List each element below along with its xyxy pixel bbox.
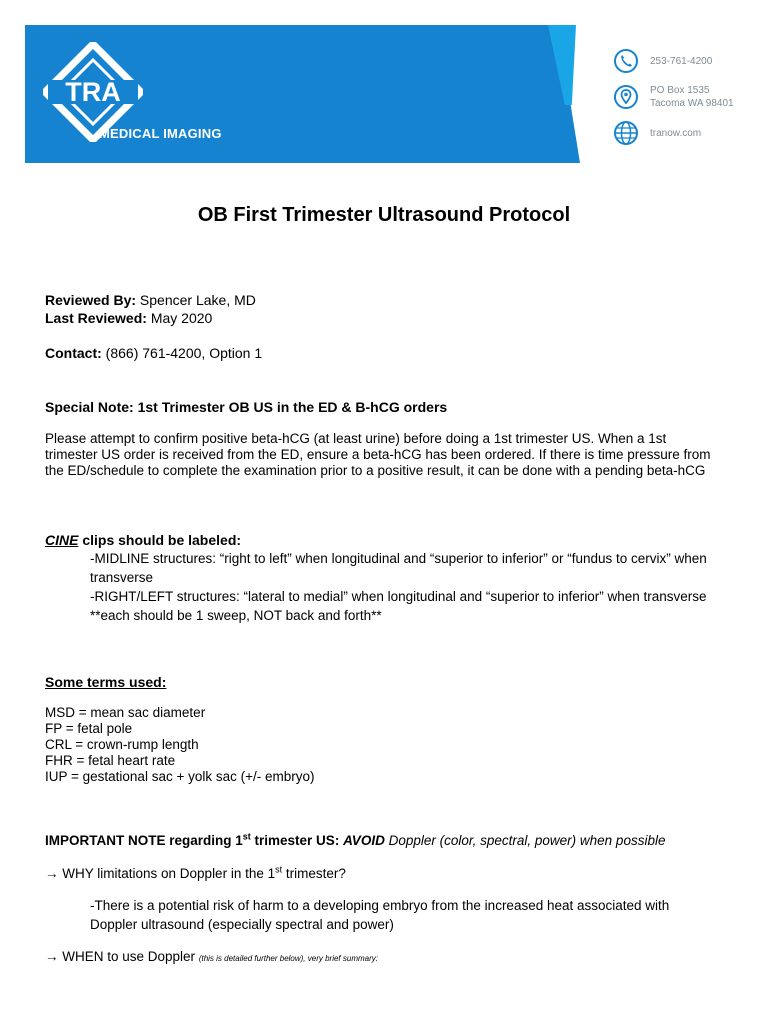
logo-text: TRA — [65, 77, 121, 107]
important-note — [45, 833, 665, 849]
location-pin-icon — [614, 85, 638, 109]
terms-heading: Some terms used: — [45, 674, 167, 690]
reviewed-by-line — [45, 292, 256, 308]
cine-midline-line: -MIDLINE structures: “right to left” when longitudinal and “superior to inferior” or “fundus to cervix” when — [90, 551, 707, 566]
term-item: CRL = crown-rump length — [45, 737, 199, 752]
last-reviewed-value: May 2020 — [146, 310, 213, 326]
cine-sweep-note: **each should be 1 sweep, NOT back and forth** — [90, 608, 382, 623]
cine-heading-rest: clips should be labeled: — [78, 532, 242, 548]
avoid-word: AVOID — [343, 833, 385, 848]
logo-subtitle: MEDICAL IMAGING — [99, 126, 222, 141]
why-doppler-question — [45, 866, 346, 882]
important-label-pre: IMPORTANT NOTE regarding 1 — [45, 833, 243, 848]
when-doppler-line — [45, 949, 378, 967]
term-item: FP = fetal pole — [45, 721, 133, 736]
term-item: FHR = fetal heart rate — [45, 753, 176, 768]
why-post: trimester? — [282, 866, 346, 881]
special-note-heading: Special Note: 1st Trimester OB US in the ED & B-hCG orders — [45, 399, 448, 415]
phone-row — [614, 45, 734, 77]
header-banner — [0, 0, 768, 185]
cine-word: CINE — [45, 532, 79, 548]
cine-heading — [45, 532, 241, 548]
term-item: IUP = gestational sac + yolk sac (+/- embryo) — [45, 769, 315, 784]
reviewed-by-label: Reviewed By: — [45, 292, 137, 308]
important-note-text: Doppler (color, spectral, power) when possible — [384, 833, 666, 848]
header-contact — [614, 45, 734, 153]
cine-midline-line-cont: transverse — [90, 570, 154, 585]
address-line-2: Tacoma WA 98401 — [650, 98, 734, 109]
contact-line — [45, 345, 262, 361]
website-link[interactable]: tranow.com — [650, 127, 702, 139]
why-sup: st — [275, 864, 283, 875]
cine-rightleft-line: -RIGHT/LEFT structures: “lateral to medial” when longitudinal and “superior to inferior” when transverse — [90, 589, 707, 604]
last-reviewed-line — [45, 310, 212, 326]
reviewed-by-value: Spencer Lake, MD — [136, 292, 256, 308]
address-line-1: PO Box 1535 — [650, 85, 710, 96]
contact-label: Contact: — [45, 345, 102, 361]
term-item: MSD = mean sac diameter — [45, 705, 206, 720]
address-row — [614, 81, 734, 113]
phone-icon — [614, 49, 638, 73]
important-label-post: trimester US: — [250, 833, 344, 848]
contact-value: (866) 761-4200, Option 1 — [101, 345, 263, 361]
phone-number: 253-761-4200 — [650, 55, 713, 67]
website-row — [614, 117, 734, 149]
last-reviewed-label: Last Reviewed: — [45, 310, 147, 326]
globe-icon — [614, 121, 638, 145]
why-pre: → WHY limitations on Doppler in the 1 — [45, 866, 276, 881]
why-body-line-2: Doppler ultrasound (especially spectral and power) — [90, 917, 394, 932]
when-main: → WHEN to use Doppler — [45, 949, 199, 964]
special-note-body: Please attempt to confirm positive beta-hCG (at least urine) before doing a 1st trimester US. When a 1st trimester US order is received from the ED, ensure a beta-hCG has been ordered. If there is time pressure from the ED/schedule to complete the examination prior to a positive result, it can be done with a pending beta-hCG — [45, 431, 711, 478]
why-body-line-1: -There is a potential risk of harm to a developing embryo from the increased heat associated with — [90, 898, 670, 913]
page-title: OB First Trimester Ultrasound Protocol — [197, 204, 571, 226]
when-small-note: (this is detailed further below), very brief summary: — [198, 954, 378, 963]
important-label-sup: st — [242, 831, 251, 842]
